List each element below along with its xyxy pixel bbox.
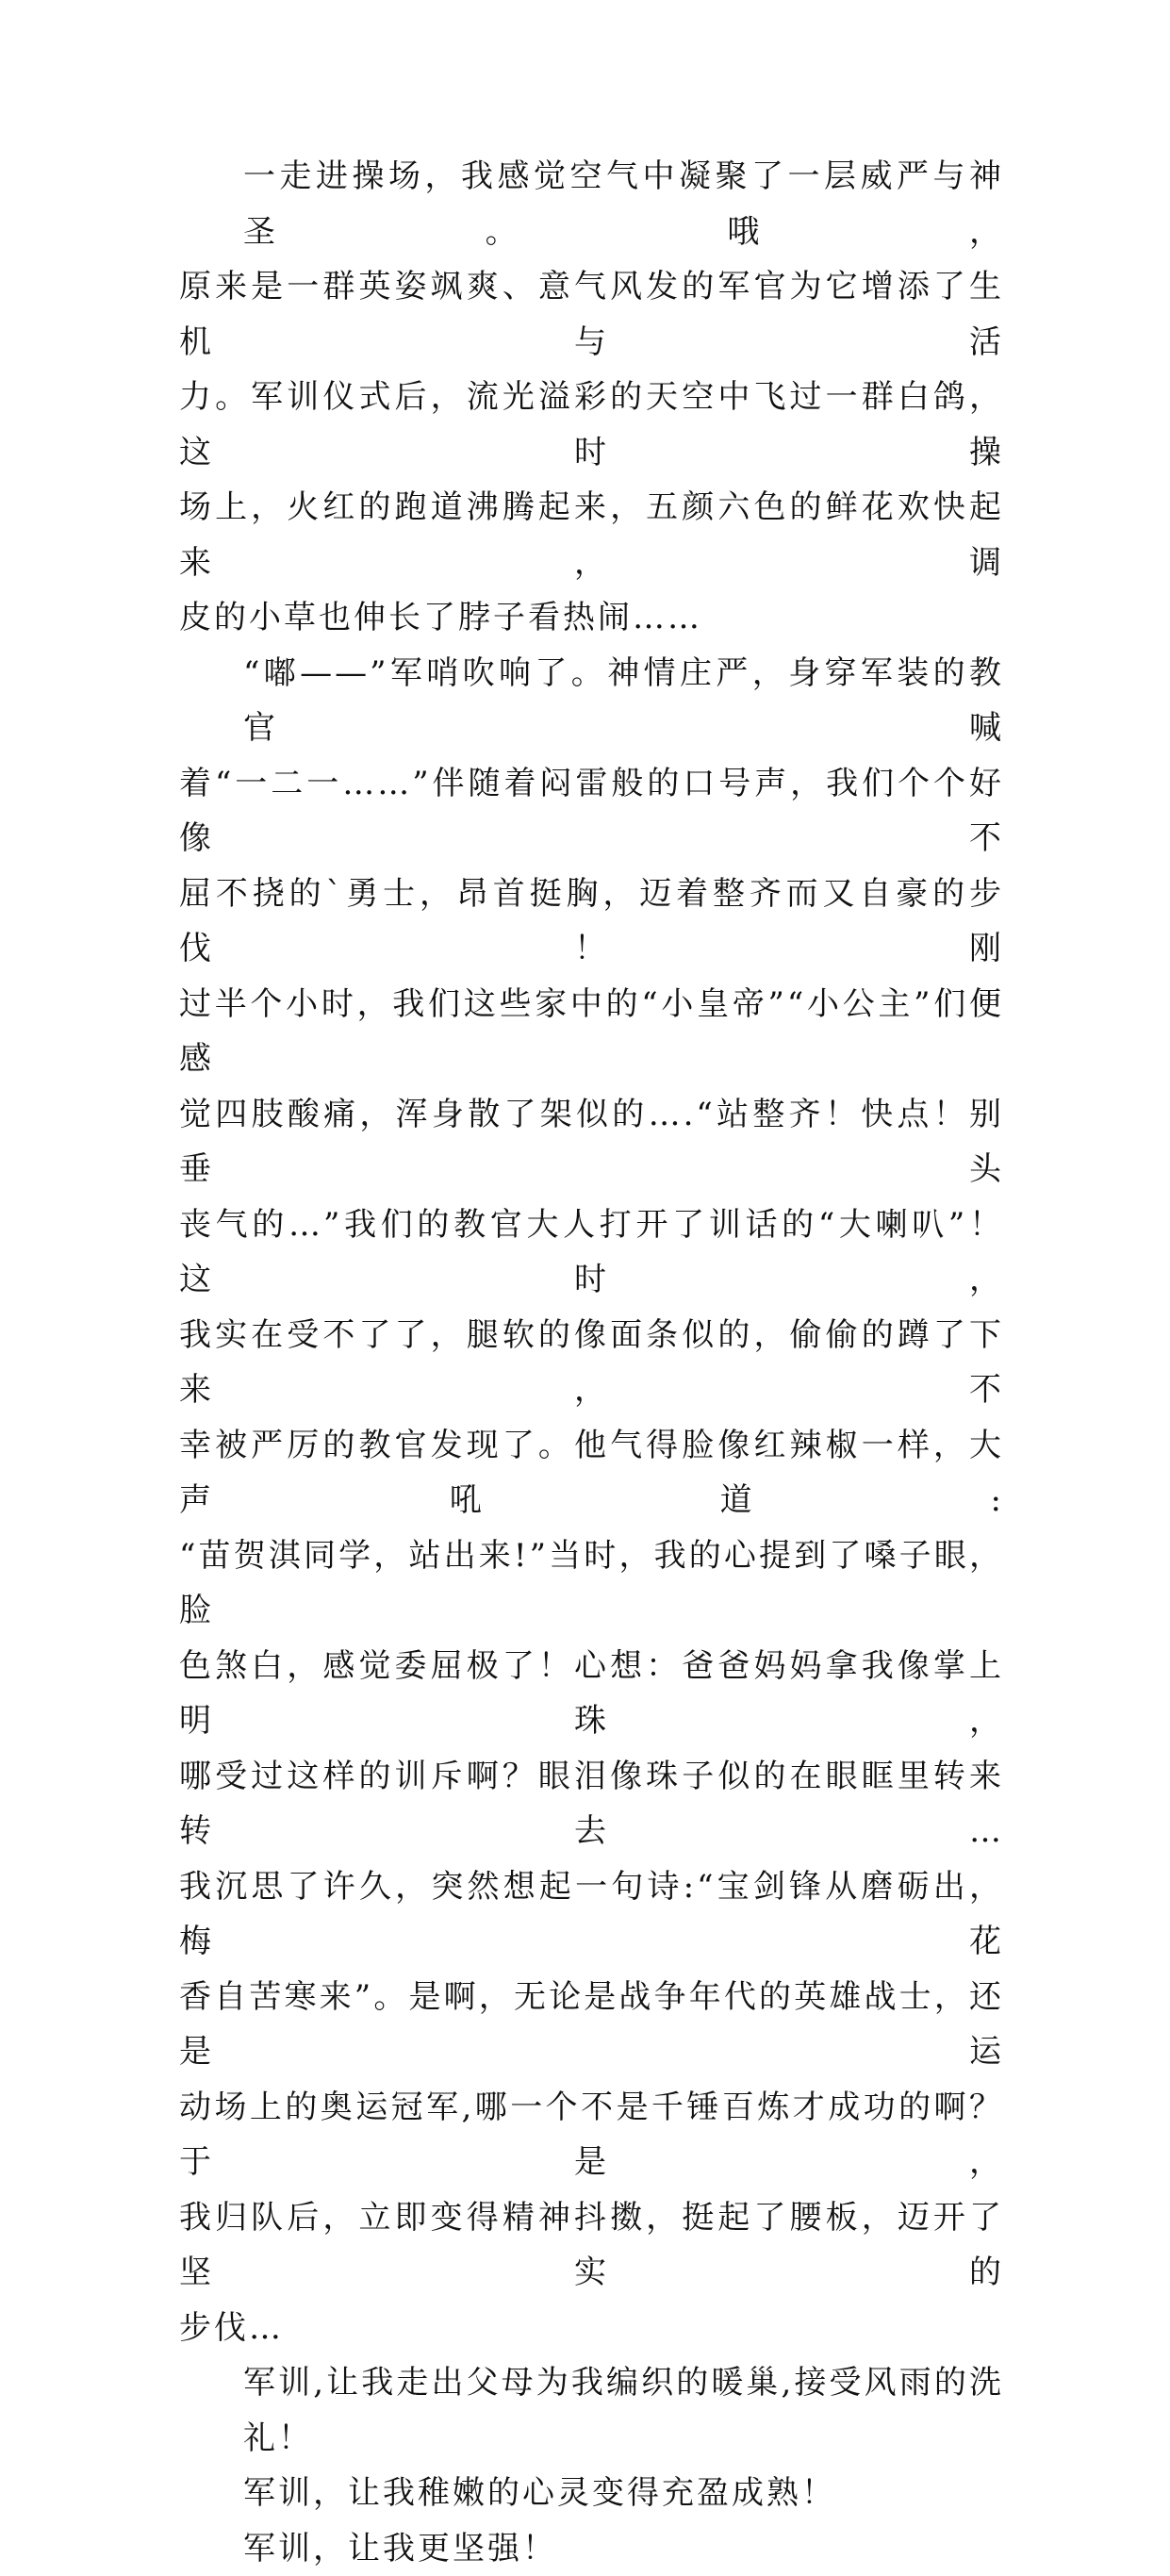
text-line: 一走进操场，我感觉空气中凝聚了一层威严与神圣。哦，: [179, 149, 1004, 259]
text-line: “嘟——”军哨吹响了。神情庄严，身穿军装的教官喊: [179, 646, 1004, 756]
paragraph-1: [179, 149, 1004, 646]
text-line: 原来是一群英姿飒爽、意气风发的军官为它增添了生机与活: [179, 259, 1004, 370]
text-line: 丧气的…”我们的教官大人打开了训话的“大喇叭”！这时，: [179, 1197, 1004, 1308]
text-line: 觉四肢酸痛，浑身散了架似的….“站整齐！快点！别垂头: [179, 1087, 1004, 1197]
text-line: 香自苦寒来”。是啊，无论是战争年代的英雄战士，还是运: [179, 1970, 1004, 2080]
text-line: 我实在受不了了，腿软的像面条似的，偷偷的蹲了下来，不: [179, 1308, 1004, 1418]
paragraph-2: [179, 646, 1004, 2356]
text-line: 哪受过这样的训斥啊？眼泪像珠子似的在眼眶里转来转去…: [179, 1749, 1004, 1859]
paragraph-5: [179, 2521, 1004, 2576]
text-line: 场上，火红的跑道沸腾起来，五颜六色的鲜花欢快起来，调: [179, 480, 1004, 590]
text-line: 屈不挠的`勇士，昂首挺胸，迈着整齐而又自豪的步伐！刚: [179, 867, 1004, 977]
text-line: 我沉思了许久，突然想起一句诗:“宝剑锋从磨砺出，梅花: [179, 1859, 1004, 1970]
text-line: 动场上的奥运冠军,哪一个不是千锤百炼才成功的啊？于是，: [179, 2080, 1004, 2190]
text-line: 着“一二一……”伴随着闷雷般的口号声，我们个个好像不: [179, 756, 1004, 867]
text-line: 幸被严厉的教官发现了。他气得脸像红辣椒一样，大声吼道:: [179, 1418, 1004, 1528]
text-line: 我归队后，立即变得精神抖擞，挺起了腰板，迈开了坚实的: [179, 2190, 1004, 2301]
text-line: 军训,让我走出父母为我编织的暖巢,接受风雨的洗礼！: [179, 2355, 1004, 2466]
text-line: 皮的小草也伸长了脖子看热闹……: [179, 590, 1004, 646]
essay-body: [179, 149, 1004, 2576]
text-line: 军训，让我稚嫩的心灵变得充盈成熟！: [179, 2466, 1004, 2521]
text-line: 军训，让我更坚强！: [179, 2521, 1004, 2576]
text-line: 步伐…: [179, 2301, 1004, 2356]
paragraph-4: [179, 2466, 1004, 2521]
paragraph-3: [179, 2355, 1004, 2466]
text-line: 色煞白，感觉委屈极了！心想：爸爸妈妈拿我像掌上明珠，: [179, 1639, 1004, 1749]
text-line: 力。军训仪式后，流光溢彩的天空中飞过一群白鸽，这时操: [179, 370, 1004, 480]
text-line: 过半个小时，我们这些家中的“小皇帝”“小公主”们便感: [179, 977, 1004, 1087]
text-line: “苗贺淇同学，站出来!”当时，我的心提到了嗓子眼，脸: [179, 1528, 1004, 1639]
